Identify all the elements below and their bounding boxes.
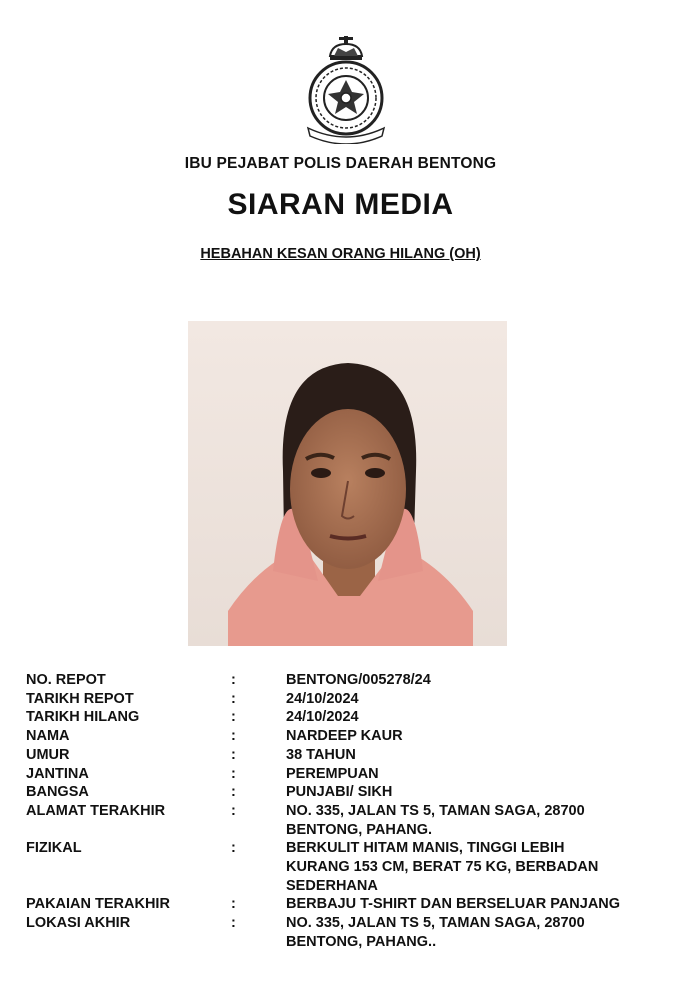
office-name: IBU PEJABAT POLIS DAERAH BENTONG xyxy=(184,155,497,172)
detail-label: BANGSA xyxy=(26,784,89,801)
detail-row xyxy=(26,727,676,746)
detail-value xyxy=(286,765,671,784)
detail-value-line: 24/10/2024 xyxy=(286,690,359,707)
detail-value xyxy=(286,746,671,765)
detail-label: PAKAIAN TERAKHIR xyxy=(26,896,170,913)
detail-separator: : xyxy=(231,672,236,688)
detail-label: JANTINA xyxy=(26,765,89,782)
detail-value-line: PEREMPUAN xyxy=(286,765,379,782)
detail-row xyxy=(26,690,676,709)
detail-separator: : xyxy=(231,728,236,745)
detail-row xyxy=(26,746,676,765)
detail-separator: : xyxy=(231,690,236,707)
detail-separator: : xyxy=(231,709,236,726)
detail-value-line: NO. 335, JALAN TS 5, TAMAN SAGA, 28700 xyxy=(286,802,585,819)
detail-row xyxy=(26,839,676,895)
detail-label: TARIKH HILANG xyxy=(26,709,140,726)
details-table xyxy=(26,671,676,952)
detail-separator: : xyxy=(231,765,236,782)
detail-label: TARIKH REPOT xyxy=(26,690,134,707)
detail-row xyxy=(26,708,676,727)
notice-subtitle: HEBAHAN KESAN ORANG HILANG (OH) xyxy=(200,246,481,262)
detail-value xyxy=(286,690,671,709)
detail-value xyxy=(286,783,671,802)
detail-label: UMUR xyxy=(26,746,70,763)
detail-row xyxy=(26,765,676,784)
detail-value xyxy=(286,708,671,727)
detail-value-line: BENTONG/005278/24 xyxy=(286,672,431,688)
detail-value-line: BERKULIT HITAM MANIS, TINGGI LEBIH xyxy=(286,840,565,857)
detail-value-line: KURANG 153 CM, BERAT 75 KG, BERBADAN xyxy=(286,859,599,876)
detail-value xyxy=(286,671,671,690)
detail-value-line: BENTONG, PAHANG. xyxy=(286,821,433,838)
detail-value xyxy=(286,914,671,951)
detail-label: NO. REPOT xyxy=(26,672,106,688)
detail-value-line: NARDEEP KAUR xyxy=(286,728,403,745)
page-title: SIARAN MEDIA xyxy=(227,188,454,221)
detail-row xyxy=(26,895,676,914)
detail-value xyxy=(286,727,671,746)
detail-separator: : xyxy=(231,840,236,857)
detail-row xyxy=(26,914,676,951)
detail-value-line: 24/10/2024 xyxy=(286,709,359,726)
detail-value xyxy=(286,895,671,914)
detail-label: ALAMAT TERAKHIR xyxy=(26,802,166,819)
detail-separator: : xyxy=(231,896,236,913)
detail-separator: : xyxy=(231,784,236,801)
detail-row xyxy=(26,671,676,690)
detail-value xyxy=(286,839,671,895)
detail-value-line: NO. 335, JALAN TS 5, TAMAN SAGA, 28700 xyxy=(286,915,585,932)
detail-separator: : xyxy=(231,746,236,763)
detail-label: LOKASI AKHIR xyxy=(26,915,131,932)
detail-value-line: BENTONG, PAHANG.. xyxy=(286,933,437,950)
detail-value-line: SEDERHANA xyxy=(286,877,378,894)
detail-row xyxy=(26,802,676,839)
detail-value-line: BERBAJU T-SHIRT DAN BERSELUAR PANJANG xyxy=(286,896,621,913)
detail-value-line: PUNJABI/ SIKH xyxy=(286,784,393,801)
detail-separator: : xyxy=(231,915,236,932)
detail-label: NAMA xyxy=(26,728,70,745)
missing-person-photo xyxy=(188,321,507,646)
detail-value-line: 38 TAHUN xyxy=(286,746,356,763)
detail-row xyxy=(26,783,676,802)
detail-separator: : xyxy=(231,802,236,819)
police-crest-icon xyxy=(300,36,392,144)
detail-label: FIZIKAL xyxy=(26,840,82,857)
detail-value xyxy=(286,802,671,839)
